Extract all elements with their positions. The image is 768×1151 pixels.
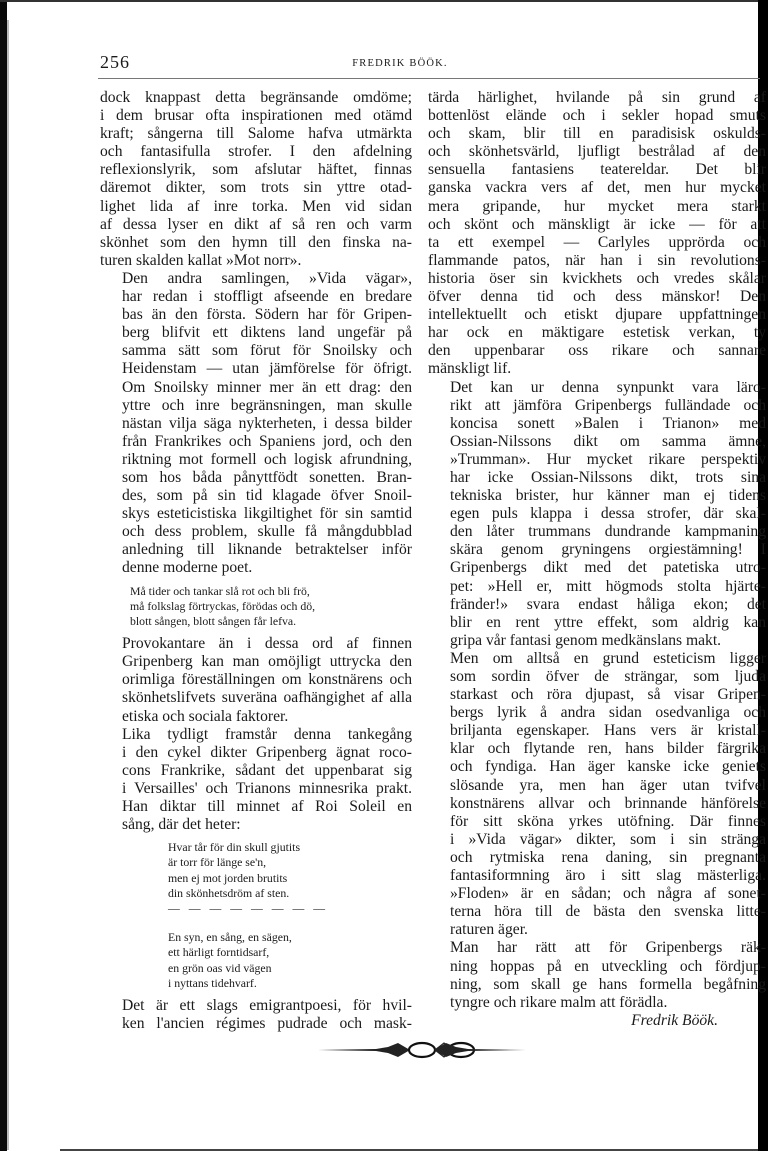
text-line: ning, som skall ge hans formella begåfning [450,975,766,993]
text-line: rikt att jämföra Gripenbergs fulländade och [450,396,766,414]
verse-line: men ej mot jorden brutits [168,870,288,885]
text-line: har icke Ossian-Nilssons dikt, trots sina [450,468,766,486]
left-column [100,89,412,1033]
paragraph [100,89,412,270]
text-line: des, som på sin tid klagade öfver Snoil- [122,487,412,505]
verse-quote [168,840,412,991]
verse-line: en grön oas vid vägen [168,960,272,975]
text-line: Om Snoilsky minner mer än ett drag: den [122,378,412,396]
verse-line: blott sången, blott sången får lefva. [130,613,297,628]
text-line: och fyndiga. Han äger kanske icke geniets [450,758,766,776]
text-line: reflexionslyrik, som afslutar häftet, finnas [100,161,412,179]
text-line: i Versailles' och Trianons minnesrika prakt. [122,779,412,797]
verse-line: En syn, en sång, en sägen, [168,930,292,945]
text-line: egen puls klappa i dessa strofer, där skal- [450,505,766,523]
text-line: yttre och inre begränsningen, man skulle [122,396,412,414]
text-line: ning hoppas på en utveckling och fördjup- [450,957,766,975]
text-line: pet: »Hell er, mitt högmods stolta hjärte- [450,577,766,595]
text-line: i dem brusar ofta inspirationen med otämd [100,107,412,125]
text-line: denne moderne poet. [122,559,253,577]
text-line: starkast och röra djupast, så visar Gripen- [450,686,766,704]
text-line: tyngre och rikare malm att förädla. [450,993,668,1011]
page-number: 256 [100,52,130,72]
text-line: däremot dikter, som trots sin yttre otad- [100,179,412,197]
text-line: konstnärens allvar och brinnande hänförelse [450,794,766,812]
text-line: lighet lida af inre torka. Men vid sidan [100,197,412,215]
text-line: »Floden» är en sådan; och några af sonet- [450,885,766,903]
text-line: af dessa lyser en dikt af så ren och varm [100,215,412,233]
text-line: Gripenbergs dikt med det patetiska utro- [450,559,766,577]
text-line: Ossian-Nilssons dikt om samma ämne, [450,432,766,450]
text-line: skära genom gryningens orgiestämning! I [450,541,766,559]
text-line: sensuella fantasiens teatereldar. Det blir [428,161,766,179]
scan-shadow-left [7,20,9,1150]
paragraph [428,939,766,1011]
paragraph [428,379,766,650]
right-column [428,89,766,1030]
text-line: har ock en mäktigare estetisk verkan, ty [428,324,766,342]
author-signature: Fredrik Böök. [631,1011,718,1029]
verse-line: Hvar tår för din skull gjutits [168,840,301,855]
verse-line: i nyttans tidehvarf. [168,975,257,990]
text-line: fantasiformning äro i sitt slag mästerliga. [450,867,766,885]
verse-quote [130,584,412,630]
text-line: skys esteticistiska likgiltighet för sin samtid [122,505,412,523]
text-line: koncisa sonett »Balen i Trianon» med [450,414,766,432]
text-line: och rytmiska rena daning, sin pregnanta [450,848,766,866]
text-line: skönhet som den hymn till den finska na- [100,233,412,251]
paragraph [100,997,412,1033]
text-line: mänskligt lif. [428,360,512,378]
text-line: riktning mot formell och logisk afrundning, [122,450,412,468]
paragraph [428,650,766,940]
text-line: dock knappast detta begränsande omdöme; [100,89,412,106]
scan-border-top [0,0,758,2]
text-line: etiska och sociala faktorer. [122,707,289,725]
text-line: Men om alltså en grund esteticism ligger [450,649,766,667]
end-ornament-icon [318,1036,526,1064]
text-line: ken l'ancien régimes pudrade och mask- [122,1015,412,1033]
paragraph [100,726,412,835]
text-line: tekniska brister, hur känner man ej tidens [450,487,766,505]
text-line: den låter trummans dundrande kampmaning [450,523,766,541]
text-line: för sitt sköna yrkes utöfning. Där finnes [450,812,766,830]
text-line: ta ett exempel — Carlyles upprörda och [428,233,766,251]
text-line: och skönt och mänskligt är icke — för att [428,215,766,233]
text-line: Lika tydligt framstår denna tankegång [122,725,412,743]
scan-border-left [0,0,7,1151]
text-line: tärda härlighet, hvilande på sin grund af [428,89,766,106]
text-line: Han diktar till minnet af Roi Soleil en [122,797,412,815]
text-line: ganska vackra vers af det, men hur mycket [428,179,766,197]
text-line: skönhetslifvets suveräna oafhängighet af alla [122,689,412,707]
text-line: cons Frankrike, sådant det uppenbarat sig [122,761,412,779]
text-line: sång, där det heter: [122,816,241,834]
text-line: bottenlöst elände och i sekler hopad smuts [428,107,766,125]
text-line: Heidenstam — utan jämförelse för öfrigt. [122,360,412,378]
text-line: i »Vida vägar» dikter, som i sin stränga [450,830,766,848]
text-line: blir en rent yttre effekt, som aldrig kan [450,613,766,631]
text-line: briljanta egenskaper. Hans vers är kristall- [450,722,766,740]
text-line: nästan vilja säga nykterheten, i dessa bilder [122,414,412,432]
text-line: bas än den första. Södern har för Gripen- [122,306,412,324]
text-line: gripa vår fantasi genom medkänslans makt. [450,631,722,649]
text-line: historia öser sin kvickhets och vredes skålar [428,269,766,287]
paragraph [100,635,412,725]
header-rule [98,78,760,79]
text-line: har redan i stoffligt afseende en bredare [122,288,412,306]
text-line: Den andra samlingen, »Vida vägar», [122,269,412,287]
text-line: Det kan ur denna synpunkt vara läro- [450,378,766,396]
verse-omission-dashes: — — — — — — — — [168,900,329,915]
text-line: mera gripande, hur mycket mera starkt [428,197,766,215]
text-line: klar och flytande ren, hans bilder färgrika [450,740,766,758]
verse-line: Må tider och tankar slå rot och bli frö, [130,583,310,598]
text-line: raturen äger. [450,921,528,939]
text-line: turen skalden kallat »Mot norr». [100,251,302,269]
paragraph [100,270,412,578]
text-line: från Frankrikes och Spaniens jord, och den [122,432,412,450]
verse-stanza [168,840,412,901]
text-line: terna höra till de bästa den svenska litte- [450,903,766,921]
text-line: Provokantare än i dessa ord af finnen [122,635,412,653]
text-line: och dess problem, skulle få mångdubblad [122,523,412,541]
running-head: FREDRIK BÖÖK. [352,58,448,69]
text-line: berg blifvit ett diktens land ungefär på [122,324,412,342]
text-line: anledning till liknande betraktelser inför [122,541,412,559]
paragraph [428,89,766,379]
text-line: Det är ett slags emigrantpoesi, för hvil- [122,997,412,1014]
verse-line: är torr för länge se'n, [168,855,267,870]
text-line: och fantasifulla strofer. I den afdelning [100,143,412,161]
text-line: kraft; sångerna till Salome hafva utmärkta [100,125,412,143]
page-header [100,52,760,76]
text-line: orimliga föreställningen om konstnärens och [122,671,412,689]
text-line: flammande patos, när han i sin revolutions- [428,251,766,269]
text-line: som hos båda pånyttfödt sonetten. Bran- [122,468,412,486]
verse-stanza [168,930,412,991]
text-line: intellektuellt och etiskt djupare uppfattningen [428,306,766,324]
text-line: den uppenbarar oss rikare och sannare [428,342,766,360]
text-line: Man har rätt att för Gripenbergs räk- [450,939,766,957]
text-line: och skönhetsvärld, ljufligt bestrålad af den [428,143,766,161]
verse-line: må folkslag förtryckas, förödas och dö, [130,598,316,613]
text-line: i den cykel dikter Gripenberg ägnat roco- [122,743,412,761]
text-line: fränder!» svara endast håliga ekon; det [450,595,766,613]
text-line: som sordin öfver de strängar, som ljuda [450,668,766,685]
text-line: öfver denna tid och dess mänskor! Den [428,288,766,306]
text-line: Gripenberg kan man omöjligt uttrycka den [122,653,412,671]
text-line: slösande yra, men han äger utan tvifvel [450,776,766,794]
text-line: bergs lyrik å andra sidan osedvanliga och [450,704,766,722]
verse-line: din skönhetsdröm af sten. [168,885,290,900]
text-line: och skam, blir till en paradisisk oskulds- [428,125,766,143]
verse-line: ett härligt forntidsarf, [168,945,270,960]
text-line: samma sätt som förut för Snoilsky och [122,342,412,360]
text-line: »Trumman». Hur mycket rikare perspektiv [450,450,766,468]
